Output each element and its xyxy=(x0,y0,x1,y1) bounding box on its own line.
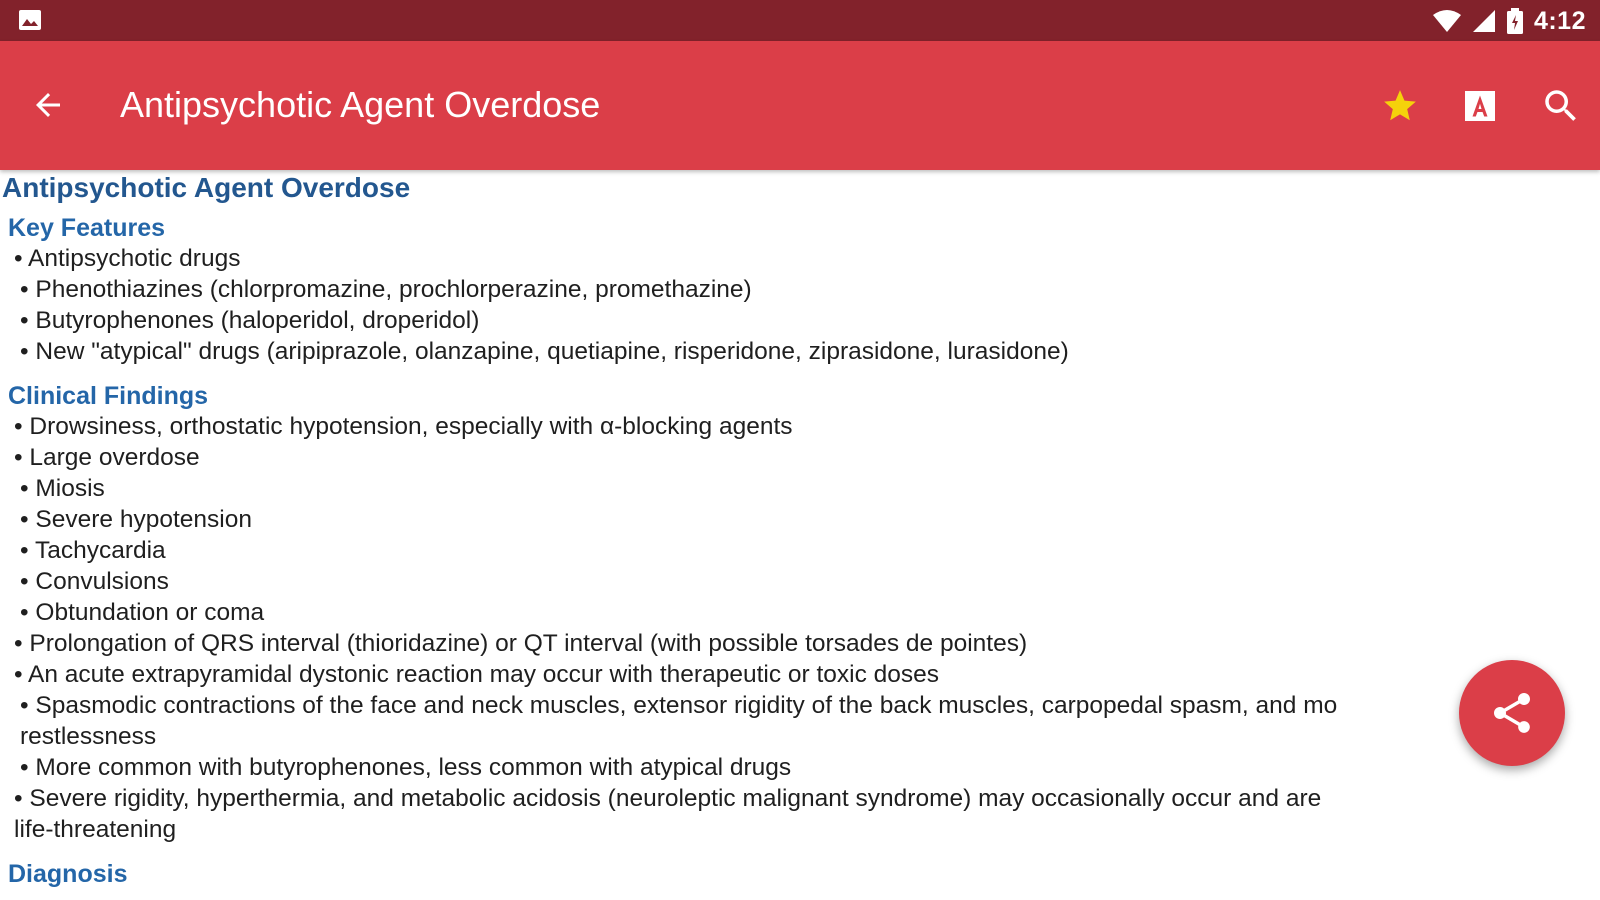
list-item-continuation: restlessness xyxy=(20,723,157,750)
list-item: • Spasmodic contractions of the face and neck muscles, extensor rigidity of the back muscles, carpopedal spasm, and mo xyxy=(20,692,1338,719)
page-title: Antipsychotic Agent Overdose xyxy=(120,84,601,125)
list-item-continuation: life-threatening xyxy=(14,816,177,843)
list-item: • Butyrophenones (haloperidol, droperidol) xyxy=(20,307,480,334)
image-notification-icon xyxy=(18,9,42,31)
font-size-button[interactable] xyxy=(1455,81,1505,131)
status-icons xyxy=(1432,6,1586,36)
list-item: • Convulsions xyxy=(20,568,169,595)
search-icon xyxy=(1540,85,1582,127)
list-item: • Phenothiazines (chlorpromazine, prochlorperazine, promethazine) xyxy=(20,276,752,303)
back-arrow-icon xyxy=(30,87,66,123)
app-bar xyxy=(0,41,1600,170)
list-item: • Prolongation of QRS interval (thioridazine) or QT interval (with possible torsades de pointes) xyxy=(14,630,1028,657)
share-button[interactable] xyxy=(1459,660,1565,766)
font-size-icon xyxy=(1462,88,1498,124)
favorite-button[interactable] xyxy=(1375,81,1425,131)
signal-icon xyxy=(1472,9,1496,33)
battery-icon xyxy=(1506,8,1524,34)
list-item: • An acute extrapyramidal dystonic reaction may occur with therapeutic or toxic doses xyxy=(14,661,940,688)
list-item: • Miosis xyxy=(20,475,105,502)
list-item: • Severe rigidity, hyperthermia, and metabolic acidosis (neuroleptic malignant syndrome) may occasionally occur and are xyxy=(14,785,1322,812)
section-heading-key-features: Key Features xyxy=(8,214,166,242)
list-item: • Large overdose xyxy=(14,444,200,471)
document-content[interactable] xyxy=(0,170,1600,900)
list-item: • New "atypical" drugs (aripiprazole, olanzapine, quetiapine, risperidone, ziprasidone, lurasidone) xyxy=(20,338,1069,365)
back-button[interactable] xyxy=(24,81,72,129)
document-title: Antipsychotic Agent Overdose xyxy=(2,172,411,203)
status-bar xyxy=(0,0,1600,41)
list-item: • Severe hypotension xyxy=(20,506,252,533)
list-item: • More common with butyrophenones, less common with atypical drugs xyxy=(20,754,792,781)
list-item: • Obtundation or coma xyxy=(20,599,265,626)
star-icon xyxy=(1381,87,1419,125)
list-item: • Drowsiness, orthostatic hypotension, especially with α-blocking agents xyxy=(14,413,793,440)
status-time: 4:12 xyxy=(1533,6,1586,35)
search-button[interactable] xyxy=(1536,81,1586,131)
section-heading-diagnosis: Diagnosis xyxy=(8,860,128,888)
section-heading-clinical-findings: Clinical Findings xyxy=(8,382,209,410)
wifi-icon xyxy=(1432,9,1462,33)
list-item: • Antipsychotic drugs xyxy=(14,245,241,272)
share-icon xyxy=(1488,689,1536,737)
list-item: • Tachycardia xyxy=(20,537,166,564)
